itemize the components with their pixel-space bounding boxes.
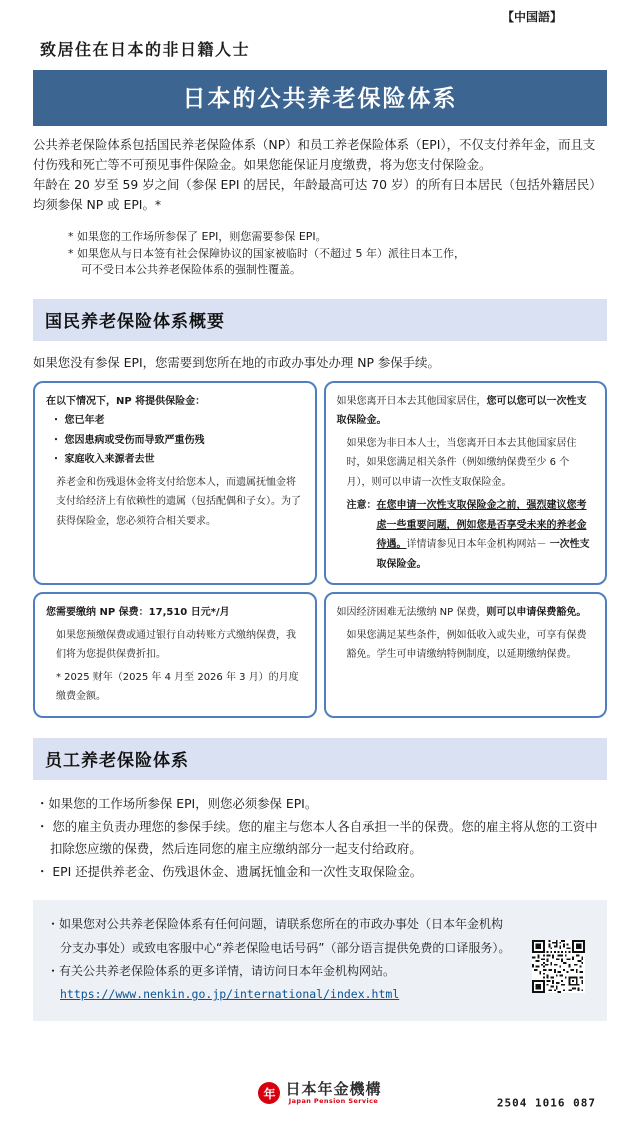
- language-tag: 【中国語】: [501, 10, 562, 24]
- section-header-epi: 员工养老保险体系: [33, 738, 607, 780]
- note-underlined-text: 在您申请一次性支取保险金之前，强烈建议您考虑一些重要问题，例如您是否享受未来的养老金待遇。: [376, 500, 587, 551]
- card-exemption: [324, 592, 608, 718]
- card-premium-footnote: * 2025 财年（2025 年 4 月至 2026 年 3 月）的月度缴费金额。: [56, 671, 299, 703]
- note-tail-bold: 一次性支取保险金。: [376, 539, 590, 570]
- card-np-benefits-body: 养老金和伤残退休金将支付给您本人，而遗属抚恤金将支付给经济上有依赖性的遗属（包括配偶和子女）。为了获得保险金，您必须符合相关要求。: [56, 476, 301, 527]
- logo-subtitle: Japan Pension Service: [288, 1097, 379, 1106]
- logo-text-block: [285, 1081, 381, 1106]
- np-info-grid: [33, 381, 607, 718]
- contact-info-box: [33, 900, 607, 1021]
- nenkin-website-link[interactable]: https://www.nenkin.go.jp/international/index.html: [60, 987, 400, 1002]
- contact-bullet-1: ・如果您对公共养老保险体系有任何问题，请联系您所在的市政办事处（日本年金机构分支办事处）或致电客服中心“养老保险电话号码”（部分语言提供免费的口译服务）。: [47, 917, 511, 955]
- card-lumpsum-body: 如果您为非日本人士，当您离开日本去其他国家居住时，如果您满足相关条件（例如缴纳保费至少 6 个月），则可以申请一次性支取保险金。: [346, 437, 577, 488]
- note-content: [377, 496, 595, 574]
- epi-bullet-list: [36, 793, 604, 882]
- card-premium-body: 如果您预缴保费或通过银行自动转账方式缴纳保费，我们将为您提供保费折扣。: [56, 629, 296, 661]
- intro-paragraph-1: 公共养老保险体系包括国民养老保险体系（NP）和员工养老保险体系（EPI），不仅支付养年金，而且支付伤残和死亡等不可预见事件保险金。如果您能保证月度缴费，将为您支付保险金。: [33, 137, 596, 173]
- card-exemption-title-bold: 则可以申请保费豁免。: [486, 607, 587, 619]
- np-section-intro: 如果您没有参保 EPI，您需要到您所在地的市政办事处办理 NP 参保手续。: [33, 354, 440, 370]
- card-exemption-title-normal: 如因经济困难无法缴纳 NP 保费，: [336, 607, 487, 619]
- intro-footnotes: [68, 229, 640, 279]
- epi-bullet: ・ EPI 还提供养老金、伤残退休金、遗属抚恤金和一次性支取保险金。: [36, 863, 423, 879]
- card-premium-title: 您需要缴纳 NP 保费：17,510 日元*/月: [46, 607, 230, 619]
- doc-heading: 致居住在日本的非日籍人士: [40, 40, 251, 59]
- section-header-np: 国民养老保险体系概要: [33, 299, 607, 341]
- card-exemption-title: [337, 603, 595, 623]
- card-lumpsum-title-bold: 您可以您可以一次性支取保险金。: [336, 395, 587, 427]
- card-premium: [33, 592, 317, 718]
- logo-name: 日本年金機構: [285, 1079, 382, 1098]
- contact-bullet-2: ・有关公共养老保险体系的更多详情，请访问日本年金机构网站。: [47, 963, 396, 978]
- intro-paragraph-2: 年龄在 20 岁至 59 岁之间（参保 EPI 的居民，年龄最高可达 70 岁）的所有日本居民（包括外籍居民）均须参保 NP 或 EPI。*: [33, 177, 602, 213]
- card-lumpsum-note: [337, 496, 595, 574]
- footnote-1: * 如果您的工作场所参保了 EPI，则您需要参保 EPI。: [68, 230, 327, 244]
- document-number: 2504 1016 087: [496, 1096, 596, 1110]
- card-lumpsum: [324, 381, 608, 586]
- card-np-benefits: [33, 381, 317, 586]
- card-np-benefits-title: 在以下情况下，NP 将提供保险金：: [46, 395, 206, 407]
- benefit-item: ・ 您已年老: [51, 415, 105, 427]
- intro-text: [33, 135, 607, 215]
- note-tail: 详情请参见日本年金机构网站－: [406, 539, 550, 551]
- pension-logo-icon: 年: [258, 1082, 280, 1104]
- epi-bullet: ・如果您的工作场所参保 EPI，则您必须参保 EPI。: [36, 795, 318, 811]
- japan-pension-service-logo: [258, 1081, 381, 1106]
- benefit-item: ・ 您因患病或受伤而导致严重伤残: [51, 434, 205, 446]
- qr-code-icon: [532, 940, 585, 993]
- note-label: 注意：: [346, 500, 377, 512]
- card-lumpsum-title: [337, 392, 595, 431]
- epi-bullet: ・ 您的雇主负责办理您的参保手续。您的雇主与您本人各自承担一半的保费。您的雇主将从您的工资中扣除您应缴的保费，然后连同您的雇主应缴纳部分一起支付给政府。: [36, 819, 598, 856]
- card-lumpsum-title-normal: 如果您离开日本去其他国家居住，: [336, 395, 487, 407]
- footnote-2-continued: 可不受日本公共养老保险体系的强制性覆盖。: [81, 263, 301, 277]
- footer: [0, 1081, 640, 1127]
- page-title: 日本的公共养老保险体系: [33, 70, 607, 126]
- card-exemption-body: 如果您满足某些条件，例如低收入或失业，可享有保费豁免。学生可申请缴纳特例制度，以延期缴纳保费。: [346, 629, 587, 661]
- footnote-2: * 如果您从与日本签有社会保障协议的国家被临时（不超过 5 年）派往日本工作，: [68, 246, 465, 260]
- benefit-item: ・ 家庭收入来源者去世: [51, 454, 155, 466]
